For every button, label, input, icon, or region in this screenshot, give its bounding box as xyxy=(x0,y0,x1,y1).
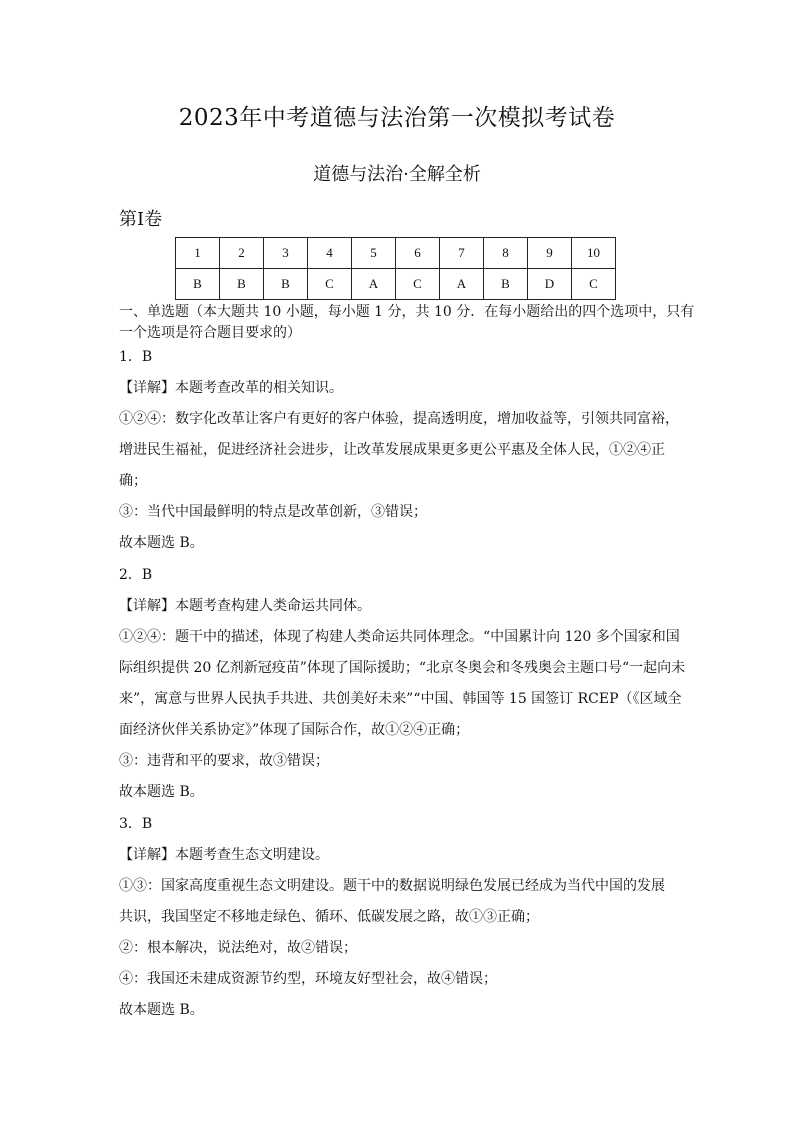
question-number-cell: 1 xyxy=(176,238,220,269)
explanation-line: 增进民生福祉，促进经济社会进步，让改革发展成果更多更公平惠及全体人民，①②④正 xyxy=(119,442,665,458)
page-title: 2023年中考道德与法治第一次模拟考试卷 xyxy=(178,105,616,131)
question-number-cell: 6 xyxy=(396,238,440,269)
question-block-2 xyxy=(119,560,686,808)
question-number: 2．B xyxy=(119,567,153,583)
question-number-cell: 10 xyxy=(572,238,616,269)
question-number-cell: 2 xyxy=(220,238,264,269)
explanation-line: 【详解】本题考查生态文明建设。 xyxy=(119,847,329,863)
answer-table-number-row xyxy=(176,238,616,269)
explanation-line: 【详解】本题考查构建人类命运共同体。 xyxy=(119,598,371,614)
explanation-line: 际组织提供 20 亿剂新冠疫苗”体现了国际援助；“北京冬奥会和冬残奥会主题口号“一起向未 xyxy=(119,660,686,676)
question-block-3 xyxy=(119,809,679,1026)
question-number-cell: 3 xyxy=(264,238,308,269)
question-number-cell: 7 xyxy=(440,238,484,269)
section-label: 第Ⅰ卷 xyxy=(119,209,163,230)
question-number-cell: 5 xyxy=(352,238,396,269)
answer-cell: D xyxy=(528,269,572,300)
explanation-line: 故本题选 B。 xyxy=(119,1002,204,1018)
answer-cell: B xyxy=(176,269,220,300)
explanation-line: 来”，寓意与世界人民执手共进、共创美好未来”“中国、韩国等 15 国签订 RCEP（《区域全 xyxy=(119,691,682,707)
answer-cell: B xyxy=(484,269,528,300)
answer-cell: B xyxy=(264,269,308,300)
question-block-1 xyxy=(119,342,679,559)
explanation-line: ②：根本解决，说法绝对，故②错误； xyxy=(119,940,357,956)
question-number: 3．B xyxy=(119,816,153,832)
explanation-line: 故本题选 B。 xyxy=(119,535,204,551)
explanation-line: ③：当代中国最鲜明的特点是改革创新，③错误； xyxy=(119,504,427,520)
question-number-cell: 4 xyxy=(308,238,352,269)
explanation-line: 共识，我国坚定不移地走绿色、循环、低碳发展之路，故①③正确； xyxy=(119,909,539,925)
explanation-line: ④：我国还未建成资源节约型，环境友好型社会，故④错误； xyxy=(119,971,497,987)
answer-cell: C xyxy=(572,269,616,300)
explanation-line: 面经济伙伴关系协定》”体现了国际合作，故①②④正确； xyxy=(119,722,470,738)
explanation-line: 确； xyxy=(119,473,147,489)
answer-cell: B xyxy=(220,269,264,300)
answer-cell: C xyxy=(308,269,352,300)
answer-cell: A xyxy=(440,269,484,300)
page-subtitle: 道德与法治·全解全析 xyxy=(313,164,481,185)
explanation-line: ①③：国家高度重视生态文明建设。题干中的数据说明绿色发展已经成为当代中国的发展 xyxy=(119,878,665,894)
explanation-line: ①②④：数字化改革让客户有更好的客户体验，提高透明度，增加收益等，引领共同富裕， xyxy=(119,411,679,427)
explanation-line: 【详解】本题考查改革的相关知识。 xyxy=(119,380,343,396)
question-number-cell: 9 xyxy=(528,238,572,269)
explanation-line: ①②④：题干中的描述，体现了构建人类命运共同体理念。“中国累计向 120 多个国家和国 xyxy=(119,629,680,645)
section-instructions xyxy=(119,302,695,344)
answer-table-answer-row xyxy=(176,269,616,300)
answer-cell: A xyxy=(352,269,396,300)
question-number: 1．B xyxy=(119,349,153,365)
answer-table xyxy=(175,237,616,300)
explanation-line: 故本题选 B。 xyxy=(119,784,204,800)
explanation-line: ③：违背和平的要求，故③错误； xyxy=(119,753,329,769)
question-number-cell: 8 xyxy=(484,238,528,269)
instruction-line: 一、单选题（本大题共 10 小题，每小题 1 分，共 10 分．在每小题给出的四个选项中，只有 xyxy=(119,304,695,320)
instruction-line: 一个选项是符合题目要求的） xyxy=(119,325,301,341)
answer-cell: C xyxy=(396,269,440,300)
